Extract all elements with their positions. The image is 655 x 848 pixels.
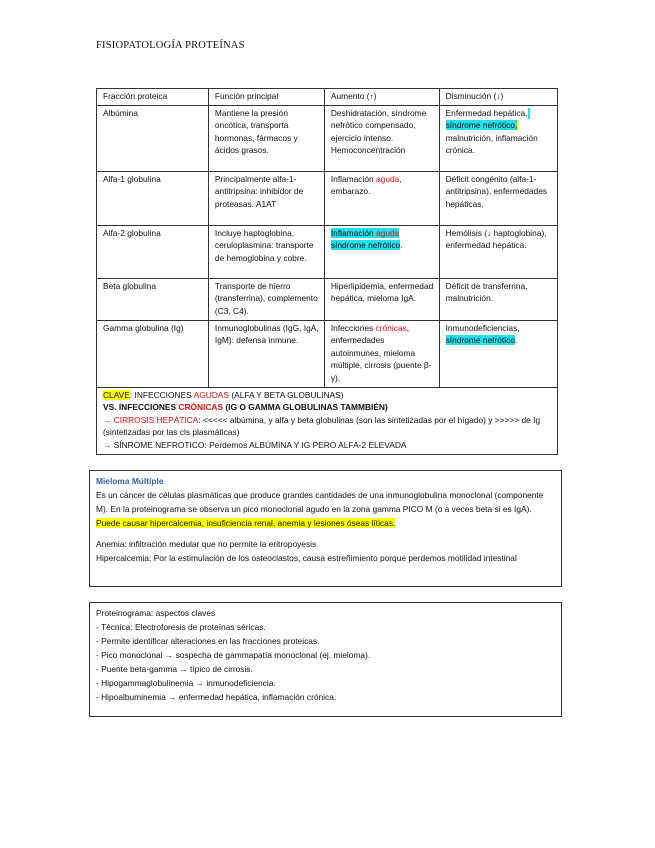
- list-item: - Pico monoclonal → sospecha de gammapatía monoclonal (ej. mieloma).: [96, 650, 371, 660]
- clave-row: [97, 387, 558, 454]
- cell-decrease: Déficit congénito (alfa-1-antitripsina), enfermedades hepáticas.: [439, 171, 557, 225]
- highlight-cyan: [330, 227, 403, 251]
- header-function: Función principal: [208, 89, 324, 106]
- cell-function: Inmunoglobulinas (IgG, IgA, IgM): defensa inmune.: [208, 320, 324, 387]
- header-fraction: Fracción proteica: [97, 89, 209, 106]
- page-title: FISIOPATOLOGÍA PROTEÍNAS: [96, 40, 245, 51]
- cell-decrease: Déficit de transferrina, malnutrición.: [439, 278, 557, 320]
- mieloma-text: Es un cáncer de células plasmáticas que produce grandes cantidades de una inmunoglobulina monoclonal (componente M). En la proteinograma se observa un pico monoclonal agudo en la zona gamma PICO M (o a veces beta si es IgA).: [96, 490, 544, 514]
- cell-function: Mantiene la presión oncótica, transporta hormonas, fármacos y ácidos grasos.: [208, 105, 324, 171]
- cell-increase: Hiperlipidemia, enfermedad hepática, mieloma IgA.: [324, 278, 439, 320]
- proteinograma-box: [89, 602, 562, 717]
- anemia-text: Anemia: infiltración medular que no permite la eritropoyesis: [96, 539, 317, 549]
- clave-label: CLAVE: [103, 389, 130, 400]
- cell-fraction: Gamma globulina (Ig): [97, 320, 209, 387]
- protein-fractions-table: [96, 88, 558, 455]
- list-item: - Hipogammaglobulinemia → inmunodeficiencia.: [96, 678, 276, 688]
- cell-text: Infecciones: [330, 322, 374, 333]
- header-decrease: Disminución (↓): [439, 89, 557, 106]
- cell-fraction: Beta globulina: [97, 278, 209, 320]
- table-row: [97, 225, 558, 278]
- clave-line-3: [103, 414, 553, 439]
- right-arrow-icon: →: [103, 414, 112, 425]
- hipercalcemia-text: Hipercalcemia: Por la estimulación de los osteoclastos, causa estreñimiento porque perdemos motilidad intestinal: [96, 553, 517, 563]
- clave-text: (IG O GAMMA GLOBULINAS TAMMBIÉN): [225, 402, 388, 413]
- clave-text: (ALFA Y BETA GLOBULINAS): [231, 389, 344, 400]
- list-item: - Técnica: Electroforesis de proteínas séricas.: [96, 622, 266, 632]
- table-row: [97, 171, 558, 225]
- clave-text: : INFECCIONES: [129, 389, 192, 400]
- cell-text: Inmunodeficiencias,: [445, 322, 520, 333]
- cell-fraction: Alfa-1 globulina: [97, 171, 209, 225]
- table-row: [97, 278, 558, 320]
- red-text-cronicas: CRÓNICAS: [178, 402, 224, 413]
- list-item: - Permite identificar alteraciones en las fracciones proteicas.: [96, 636, 320, 646]
- cell-increase: [324, 225, 439, 278]
- red-text-chronic: crónicas: [375, 322, 407, 333]
- cell-text: Inflamación: [330, 173, 374, 184]
- cell-decrease: Hemólisis (↓ haptoglobina), enfermedad hepática.: [439, 225, 557, 278]
- clave-line-1: [103, 389, 553, 402]
- mieloma-title: Mieloma Múltiple: [96, 476, 164, 486]
- cell-function: Transporte de hierro (transferrina), complemento (C3, C4).: [208, 278, 324, 320]
- cell-function: Incluye haptoglobina, ceruloplasmina: transporte de hemoglobina y cobre.: [208, 225, 324, 278]
- highlight-yellow: [517, 120, 519, 131]
- clave-cell: [97, 387, 558, 454]
- highlight-nephrotic: síndrome nefrótico: [330, 240, 401, 251]
- highlight-nephrotic: síndrome nefrótico,: [445, 120, 518, 131]
- cell-fraction: Albúmina: [97, 105, 209, 171]
- red-text-agudas: AGUDAS: [193, 389, 229, 400]
- cell-increase: [324, 171, 439, 225]
- cell-text: .: [514, 335, 518, 346]
- red-text-acute: aguda: [376, 227, 400, 238]
- clave-text: : <<<<< albúmina, y alfa y beta globulinas (son las sintetizadas por el hígado) y >>>>> de Ig (sintetizadas por las cls plasmáticas): [103, 414, 541, 438]
- cell-text: , enfermedades autoinmunes, mieloma múltiple, cirrosis (puente β-γ).: [330, 322, 432, 383]
- proteinograma-title: Proteinograma: aspectos claves: [96, 608, 216, 618]
- cell-decrease: [439, 320, 557, 387]
- cell-fraction: Alfa-2 globulina: [97, 225, 209, 278]
- table-row: [97, 105, 558, 171]
- red-text-cirrosis: CIRROSIS HEPÁTICA: [113, 414, 199, 425]
- cell-increase: Deshidratación, síndrome nefrótico compensado, ejercicio intenso. Hemoconcentración: [324, 105, 439, 171]
- cell-text: , embarazo.: [330, 173, 402, 197]
- list-item: - Hipoalbuminemia → enfermedad hepática, inflamación crónica.: [96, 692, 337, 702]
- cell-text: Inflamación: [330, 227, 374, 238]
- clave-text: VS. INFECCIONES: [103, 402, 177, 413]
- clave-line-2: [103, 401, 553, 414]
- cell-function: Principalmente alfa-1-antitripsina: inhibidor de proteasas. A1AT: [208, 171, 324, 225]
- header-increase: Aumento (↑): [324, 89, 439, 106]
- mieloma-paragraph: [96, 488, 555, 530]
- right-arrow-icon: →: [103, 439, 112, 450]
- cell-text: .: [400, 240, 403, 251]
- cell-decrease: [439, 105, 557, 171]
- list-item: - Puente beta-gamma → típico de cirrosis.: [96, 664, 253, 674]
- cell-increase: [324, 320, 439, 387]
- clave-line-4: [103, 439, 553, 452]
- cell-text: Enfermedad hepática,: [445, 107, 528, 118]
- table-header-row: [97, 89, 558, 106]
- mieloma-box: [89, 470, 562, 587]
- highlight-nephrotic: síndrome nefrótico: [445, 335, 515, 346]
- highlight-cyan: [528, 108, 530, 119]
- mieloma-highlight: Puede causar hipercalcemia, insuficiencia renal, anemia y lesiones óseas líticas.: [96, 518, 396, 528]
- table-row: [97, 320, 558, 387]
- red-text-acute: aguda: [376, 173, 400, 184]
- clave-text: SÍNROME NEFROTICO: Perdemos ALBÚMINA Y IG PERO ALFA-2 ELEVADA: [113, 439, 407, 450]
- cell-text: malnutrición, inflamación crónica.: [445, 132, 538, 156]
